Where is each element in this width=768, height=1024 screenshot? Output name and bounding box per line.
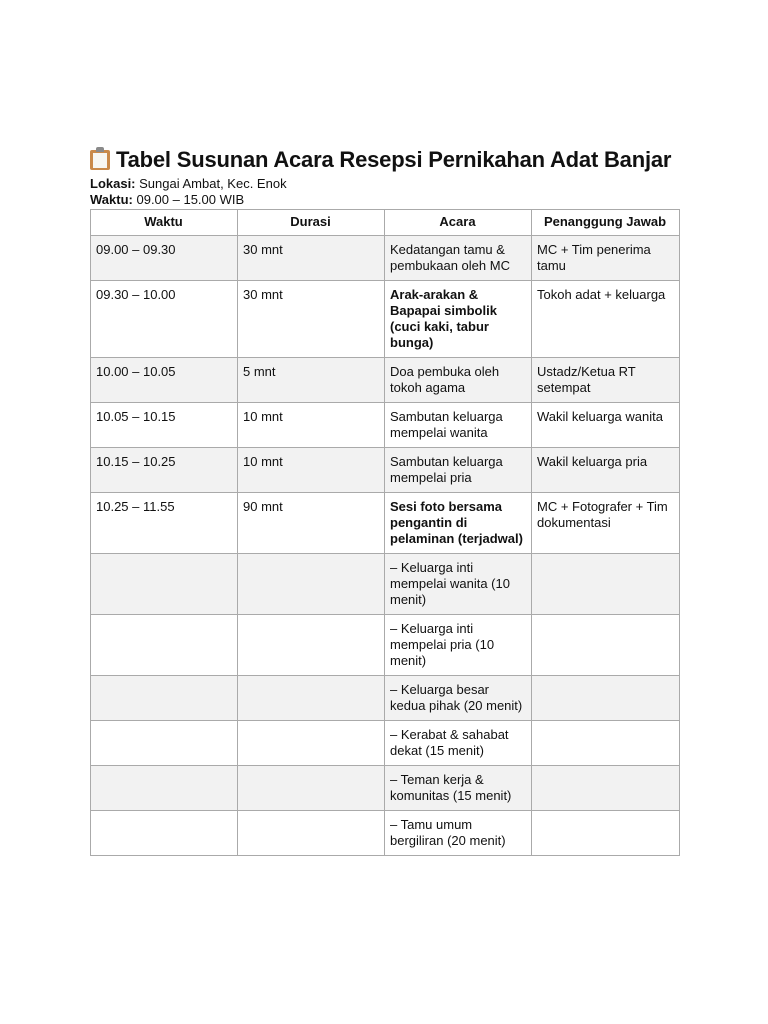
- time-value: 09.00 – 15.00 WIB: [136, 192, 245, 207]
- cell-acara: Arak-arakan & Bapapai simbolik (cuci kaki, tabur bunga): [385, 281, 532, 358]
- header-penanggung-jawab: Penanggung Jawab: [532, 210, 680, 236]
- cell-acara: Sambutan keluarga mempelai pria: [385, 448, 532, 493]
- header-durasi: Durasi: [238, 210, 385, 236]
- cell-acara: – Kerabat & sahabat dekat (15 menit): [385, 721, 532, 766]
- table-row: [91, 403, 680, 448]
- location-value: Sungai Ambat, Kec. Enok: [139, 176, 287, 191]
- cell-waktu: [91, 615, 238, 676]
- cell-penanggung-jawab: [532, 721, 680, 766]
- cell-durasi: 5 mnt: [238, 358, 385, 403]
- cell-waktu: 10.00 – 10.05: [91, 358, 238, 403]
- table-row: [91, 493, 680, 554]
- table-row: [91, 358, 680, 403]
- cell-durasi: [238, 676, 385, 721]
- cell-waktu: [91, 554, 238, 615]
- cell-penanggung-jawab: [532, 615, 680, 676]
- cell-waktu: 09.00 – 09.30: [91, 236, 238, 281]
- cell-acara: Sesi foto bersama pengantin di pelaminan (terjadwal): [385, 493, 532, 554]
- cell-durasi: [238, 554, 385, 615]
- cell-penanggung-jawab: Wakil keluarga pria: [532, 448, 680, 493]
- document-page: [90, 143, 680, 856]
- cell-acara: Sambutan keluarga mempelai wanita: [385, 403, 532, 448]
- cell-waktu: [91, 811, 238, 856]
- cell-waktu: [91, 676, 238, 721]
- cell-durasi: [238, 766, 385, 811]
- cell-waktu: [91, 766, 238, 811]
- table-row: [91, 766, 680, 811]
- cell-penanggung-jawab: Tokoh adat + keluarga: [532, 281, 680, 358]
- cell-durasi: 10 mnt: [238, 403, 385, 448]
- table-body: [91, 236, 680, 856]
- cell-durasi: 30 mnt: [238, 236, 385, 281]
- table-row: [91, 811, 680, 856]
- cell-acara: – Keluarga inti mempelai wanita (10 menit): [385, 554, 532, 615]
- cell-durasi: 30 mnt: [238, 281, 385, 358]
- cell-durasi: 90 mnt: [238, 493, 385, 554]
- cell-acara: – Keluarga inti mempelai pria (10 menit): [385, 615, 532, 676]
- cell-acara: – Keluarga besar kedua pihak (20 menit): [385, 676, 532, 721]
- header-acara: Acara: [385, 210, 532, 236]
- cell-acara: – Teman kerja & komunitas (15 menit): [385, 766, 532, 811]
- cell-penanggung-jawab: [532, 554, 680, 615]
- cell-acara: Doa pembuka oleh tokoh agama: [385, 358, 532, 403]
- cell-durasi: [238, 811, 385, 856]
- cell-penanggung-jawab: MC + Fotografer + Tim dokumentasi: [532, 493, 680, 554]
- time-label: Waktu:: [90, 192, 133, 207]
- cell-penanggung-jawab: [532, 766, 680, 811]
- cell-acara: Kedatangan tamu & pembukaan oleh MC: [385, 236, 532, 281]
- cell-durasi: [238, 721, 385, 766]
- cell-durasi: 10 mnt: [238, 448, 385, 493]
- location-label: Lokasi:: [90, 176, 136, 191]
- document-title-text: Tabel Susunan Acara Resepsi Pernikahan Adat Banjar: [116, 147, 672, 172]
- cell-penanggung-jawab: [532, 811, 680, 856]
- schedule-table: [90, 209, 680, 856]
- time-line: [90, 192, 680, 208]
- table-row: [91, 448, 680, 493]
- table-row: [91, 676, 680, 721]
- cell-waktu: 10.15 – 10.25: [91, 448, 238, 493]
- cell-acara: – Tamu umum bergiliran (20 menit): [385, 811, 532, 856]
- cell-waktu: 10.05 – 10.15: [91, 403, 238, 448]
- table-row: [91, 281, 680, 358]
- cell-penanggung-jawab: MC + Tim penerima tamu: [532, 236, 680, 281]
- table-row: [91, 721, 680, 766]
- table-header-row: [91, 210, 680, 236]
- cell-durasi: [238, 615, 385, 676]
- cell-waktu: [91, 721, 238, 766]
- location-line: [90, 176, 680, 192]
- cell-waktu: 10.25 – 11.55: [91, 493, 238, 554]
- table-row: [91, 236, 680, 281]
- cell-penanggung-jawab: Ustadz/Ketua RT setempat: [532, 358, 680, 403]
- cell-penanggung-jawab: [532, 676, 680, 721]
- clipboard-icon: [90, 147, 110, 170]
- cell-penanggung-jawab: Wakil keluarga wanita: [532, 403, 680, 448]
- header-waktu: Waktu: [91, 210, 238, 236]
- table-row: [91, 615, 680, 676]
- table-row: [91, 554, 680, 615]
- cell-waktu: 09.30 – 10.00: [91, 281, 238, 358]
- document-title: [90, 143, 680, 176]
